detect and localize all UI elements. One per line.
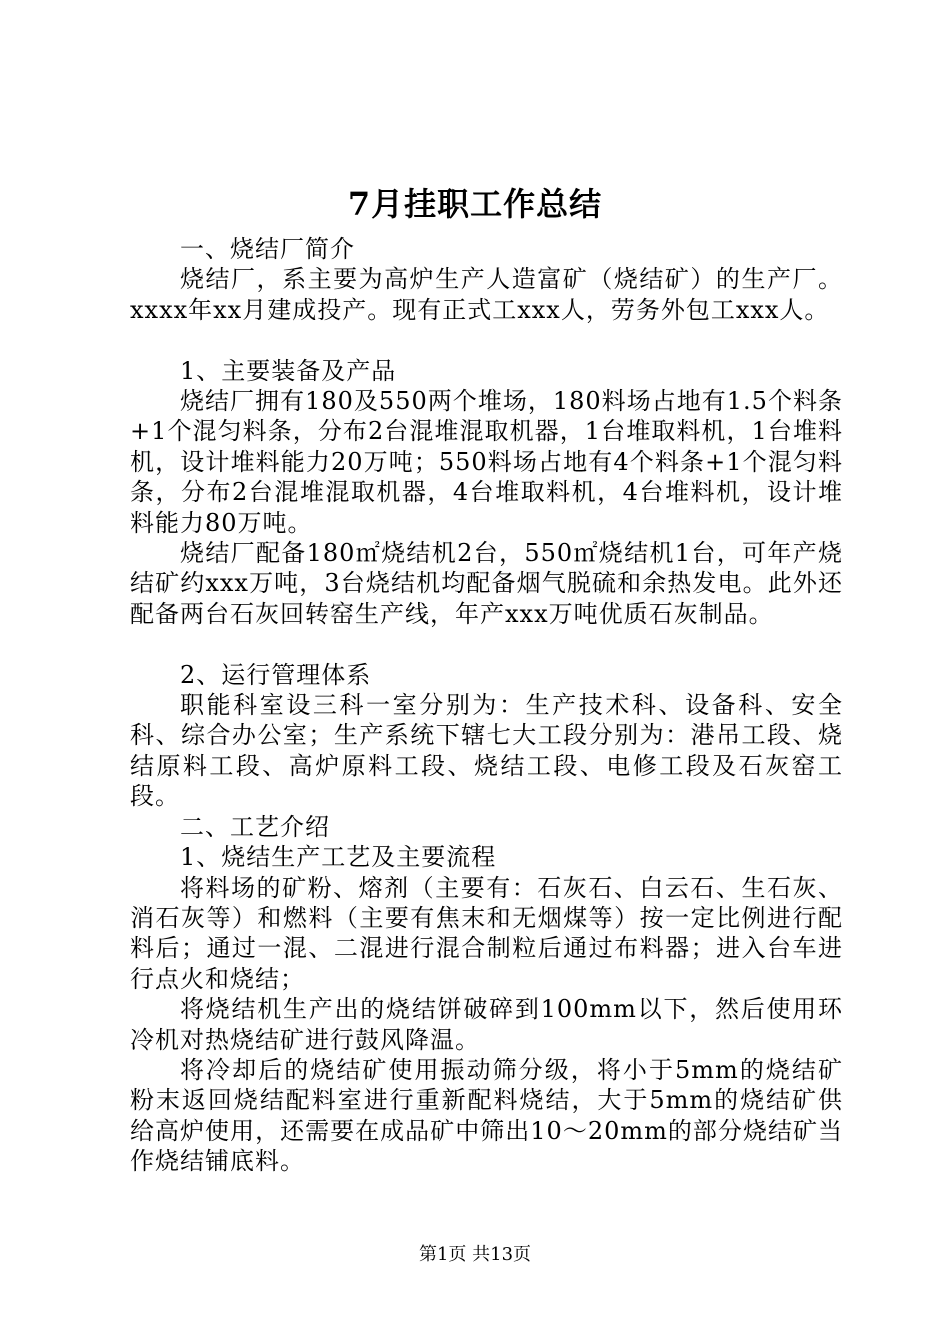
paragraph: 将烧结机生产出的烧结饼破碎到100mm以下，然后使用环冷机对热烧结矿进行鼓风降温。 [130, 995, 843, 1054]
section-heading: 二、工艺介绍 [180, 812, 330, 841]
page-number-footer: 第1页 共13页 [418, 1244, 532, 1265]
subsection-heading: 1、烧结生产工艺及主要流程 [180, 843, 497, 872]
paragraph: 烧结厂配备180㎡烧结机2台，550㎡烧结机1台，可年产烧结矿约xxx万吨，3台烧结机均配备烟气脱硫和余热发电。此外还配备两台石灰回转窑生产线，年产xxx万吨优质石灰制品。 [130, 539, 843, 628]
subsection-heading: 1、主要装备及产品 [180, 356, 397, 385]
section-heading: 一、烧结厂简介 [180, 235, 355, 263]
subsection-heading: 2、运行管理体系 [180, 660, 372, 689]
document-body [130, 234, 843, 1177]
paragraph: 烧结厂，系主要为高炉生产人造富矿（烧结矿）的生产厂。xxxx年xx月建成投产。现有正式工xxx人，劳务外包工xxx人。 [130, 265, 843, 324]
paragraph: 职能科室设三科一室分别为：生产技术科、设备科、安全科、综合办公室；生产系统下辖七大工段分别为：港吊工段、烧结原料工段、高炉原料工段、烧结工段、电修工段及石灰窑工段。 [130, 691, 843, 811]
paragraph: 将冷却后的烧结矿使用振动筛分级，将小于5mm的烧结矿粉末返回烧结配料室进行重新配料烧结，大于5mm的烧结矿供给高炉使用，还需要在成品矿中筛出10～20mm的部分烧结矿当作烧结铺底料。 [130, 1055, 843, 1176]
document-title: 7月挂职工作总结 [347, 185, 603, 223]
paragraph: 烧结厂拥有180及550两个堆场，180料场占地有1.5个料条+1个混匀料条，分布2台混堆混取机器，1台堆取料机，1台堆料机，设计堆料能力20万吨；550料场占地有4个料条+1个混匀料条，分布2台混堆混取机器，4台堆取料机，4台堆料机，设计堆料能力80万吨。 [130, 387, 843, 537]
paragraph: 将料场的矿粉、熔剂（主要有：石灰石、白云石、生石灰、消石灰等）和燃料（主要有焦末和无烟煤等）按一定比例进行配料后；通过一混、二混进行混合制粒后通过布料器；进入台车进行点火和烧结； [130, 873, 843, 993]
